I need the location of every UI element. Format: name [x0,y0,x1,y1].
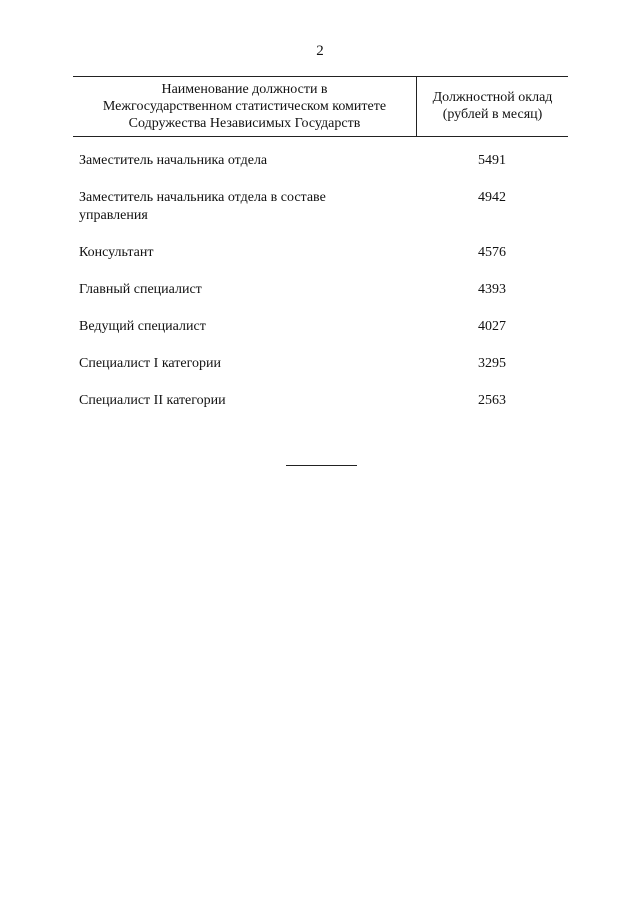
table-row [73,281,568,299]
salary-table [73,76,568,410]
header-position-line: Наименование должности в [161,82,328,97]
header-salary [417,77,568,136]
position-line: Заместитель начальника отдела [79,153,268,168]
position-cell [73,392,416,410]
position-cell [73,152,416,170]
table-body [73,152,568,410]
salary-cell: 4027 [478,319,506,334]
header-position [73,77,417,136]
position-cell [73,281,416,299]
salary-cell: 4576 [478,245,506,260]
position-cell [73,244,416,262]
salary-cell: 3295 [478,356,506,371]
header-salary-line: Должностной оклад [432,90,553,105]
end-of-document-rule [286,465,357,466]
position-cell [73,318,416,336]
position-line: Специалист I категории [79,356,221,371]
table-row [73,189,568,225]
position-line: Специалист II категории [79,393,226,408]
position-line: Ведущий специалист [79,319,206,334]
table-row [73,355,568,373]
table-row [73,244,568,262]
salary-cell: 5491 [478,153,506,168]
position-line: Консультант [79,245,154,260]
table-row [73,152,568,170]
table-header [73,76,568,137]
table-row [73,392,568,410]
position-cell [73,355,416,373]
header-salary-line: (рублей в месяц) [442,107,543,122]
salary-cell: 2563 [478,393,506,408]
table-row [73,318,568,336]
position-line: Заместитель начальника отдела в составе [79,190,326,205]
salary-cell: 4393 [478,282,506,297]
salary-cell: 4942 [478,190,506,205]
position-line: управления [79,208,148,223]
position-cell [73,189,416,225]
header-position-line: Содружества Независимых Государств [128,116,361,131]
page-number: 2 [316,43,324,59]
header-position-line: Межгосударственном статистическом комитете [102,99,387,114]
position-line: Главный специалист [79,282,202,297]
